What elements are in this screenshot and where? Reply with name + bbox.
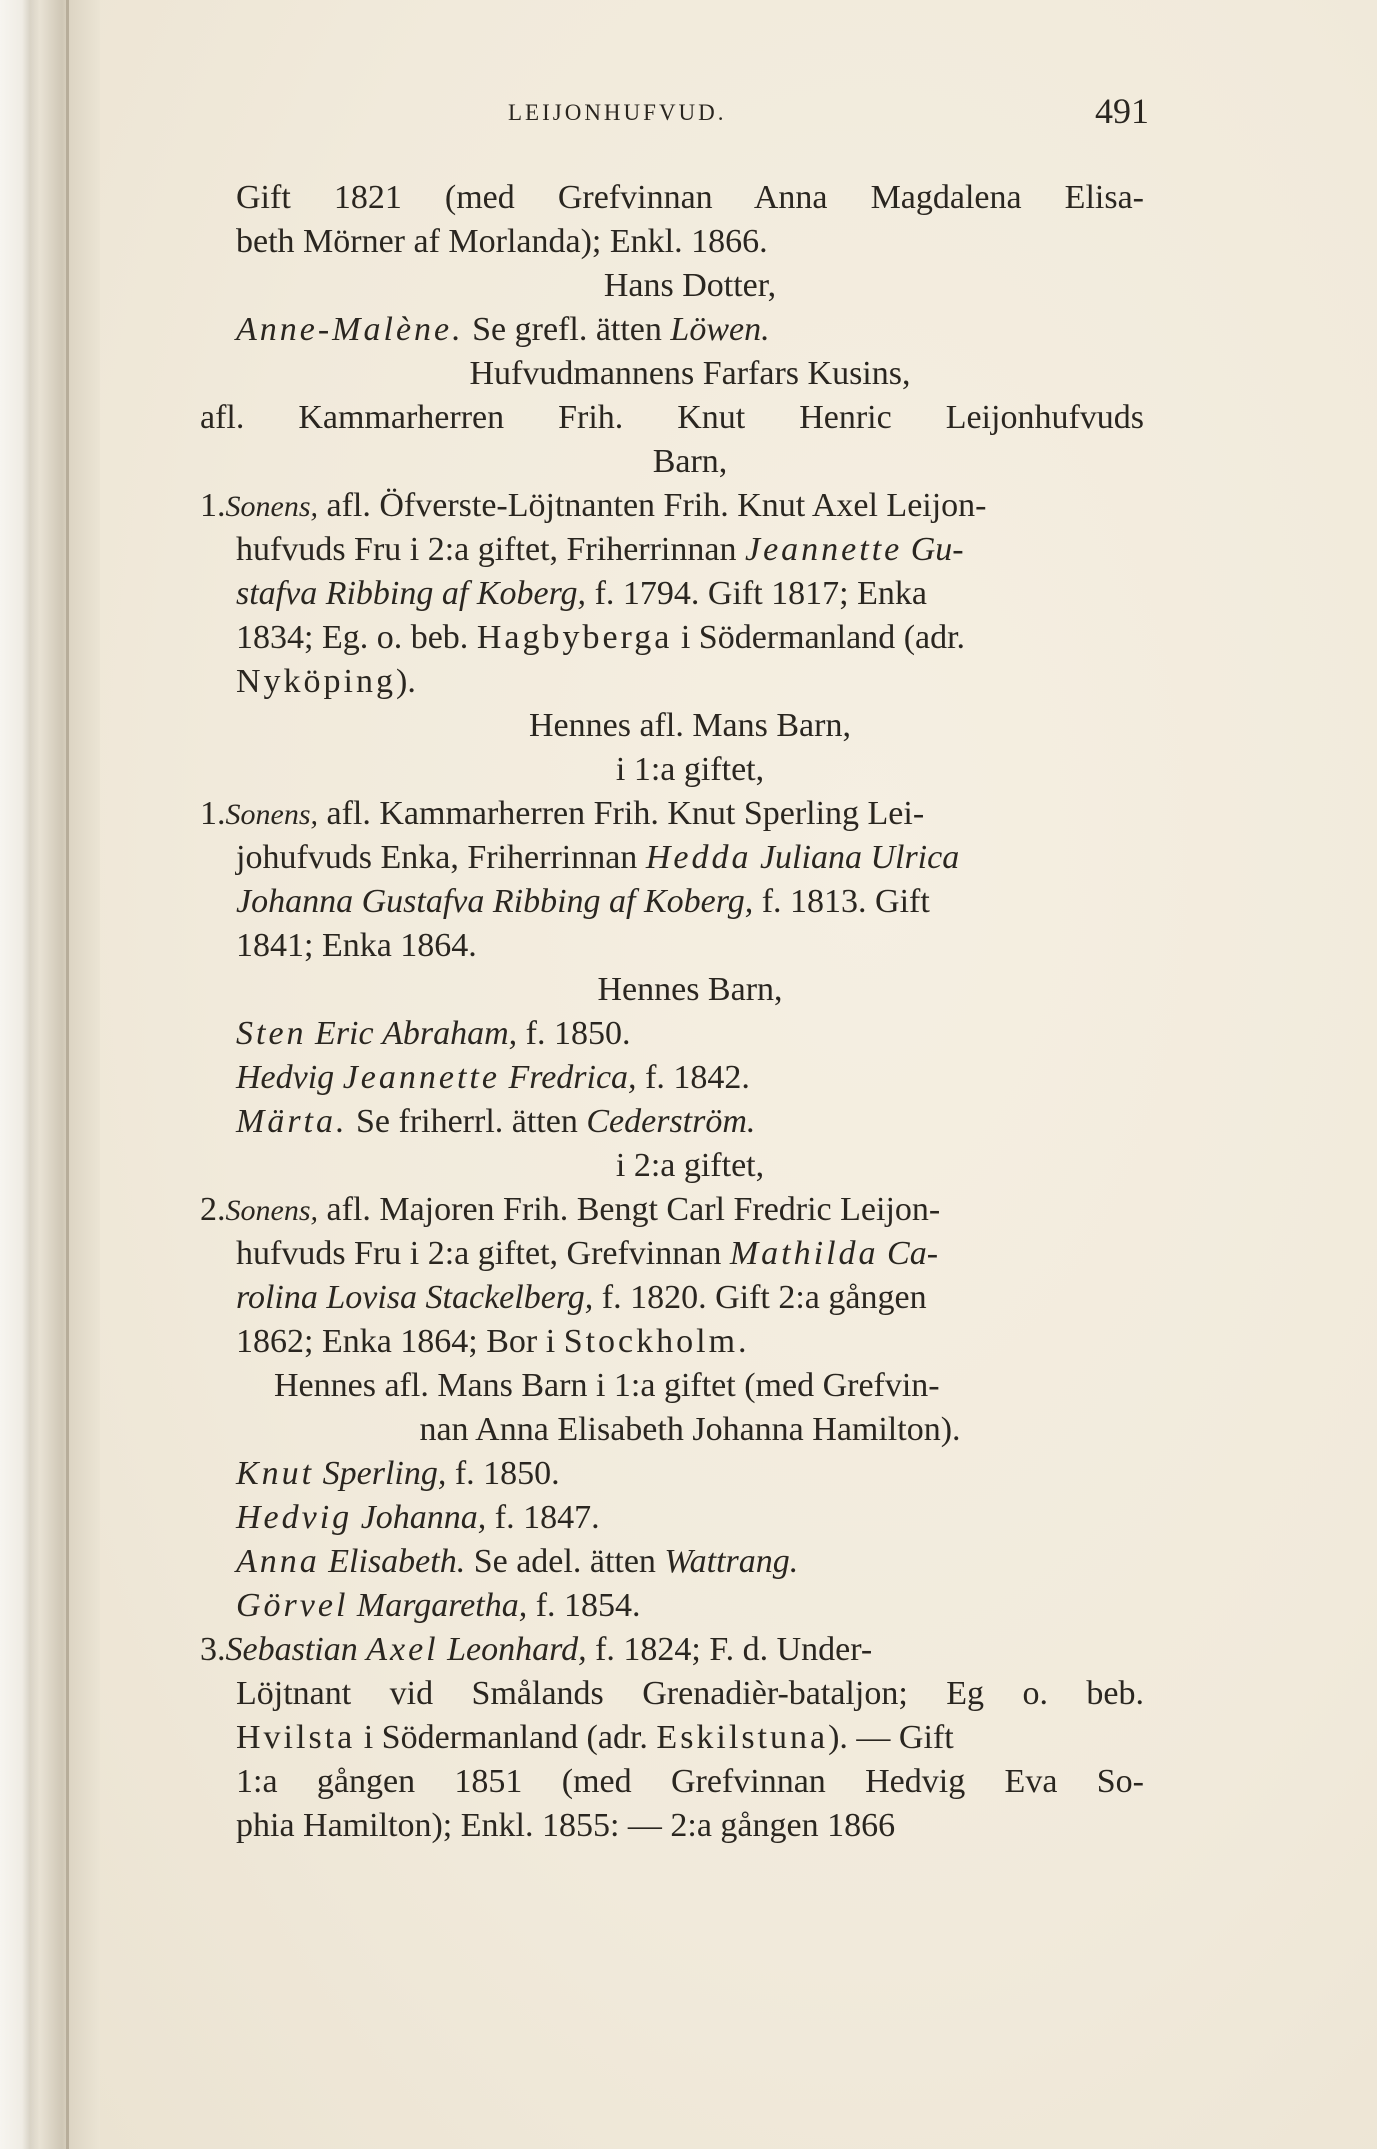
family-reference: Cederström. bbox=[586, 1103, 756, 1140]
text-line bbox=[236, 1716, 954, 1760]
text-run: f. 1842. bbox=[636, 1059, 750, 1096]
person-name: Jeannette bbox=[342, 1059, 500, 1096]
text-run: hufvuds Fru i 2:a giftet, Friherrinnan bbox=[236, 531, 745, 568]
text-run: Gift 1821 (med Grefvinnan Anna Magdalena Elisa- bbox=[236, 179, 1144, 216]
text-run: f. 1850. bbox=[446, 1455, 560, 1492]
text-run: i Södermanland (adr. bbox=[672, 619, 966, 656]
family-reference: Wattrang. bbox=[664, 1543, 799, 1580]
text-line bbox=[236, 836, 959, 880]
text-line bbox=[236, 1232, 938, 1276]
text-line bbox=[236, 1452, 560, 1496]
place-name: Nyköping bbox=[236, 663, 396, 700]
text-run bbox=[348, 1587, 357, 1624]
text-run: ). — Gift bbox=[828, 1719, 954, 1756]
estate-name: Hvilsta bbox=[236, 1719, 356, 1756]
entry-number: 1. bbox=[200, 795, 226, 832]
person-name: Jeannette bbox=[744, 531, 903, 568]
text-line bbox=[236, 1144, 1144, 1188]
text-line bbox=[236, 264, 1144, 308]
text-run: Se adel. ätten bbox=[465, 1543, 665, 1580]
person-name: Sten bbox=[236, 1015, 307, 1052]
text-line bbox=[200, 792, 924, 836]
text-run: f. 1847. bbox=[486, 1499, 600, 1536]
person-name: stafva Ribbing af Koberg, bbox=[236, 575, 587, 612]
text-line bbox=[236, 1672, 1144, 1716]
text-line bbox=[236, 1540, 798, 1584]
text-run: johufvuds Enka, Friherrinnan bbox=[236, 839, 646, 876]
text-run: i Södermanland (adr. bbox=[355, 1719, 657, 1756]
estate-name: Hagbyberga bbox=[476, 619, 673, 656]
text-line bbox=[236, 1760, 1144, 1804]
entry-number: 3. bbox=[200, 1631, 226, 1668]
text-run: Hans Dotter, bbox=[603, 267, 777, 304]
text-run bbox=[439, 1631, 448, 1668]
person-name: Sperling, bbox=[322, 1455, 447, 1492]
relation-label: Sonens, bbox=[225, 490, 318, 523]
text-line bbox=[236, 352, 1144, 396]
text-run bbox=[352, 1499, 361, 1536]
text-line bbox=[236, 1100, 755, 1144]
person-name: Fredrica, bbox=[508, 1059, 637, 1096]
person-name: Sebastian bbox=[225, 1631, 358, 1668]
person-name: Elisabeth. bbox=[328, 1543, 466, 1580]
text-line bbox=[236, 308, 770, 352]
text-run: Se friherrl. ätten bbox=[347, 1103, 587, 1140]
person-name: Knut bbox=[236, 1455, 315, 1492]
entry-number: 2. bbox=[200, 1191, 226, 1228]
person-name: Märta. bbox=[236, 1103, 348, 1140]
person-name: Ca- bbox=[887, 1235, 939, 1272]
text-line bbox=[274, 1364, 940, 1408]
person-name: Johanna, bbox=[360, 1499, 487, 1536]
text-line bbox=[236, 1584, 641, 1628]
text-line bbox=[236, 572, 927, 616]
text-run bbox=[902, 531, 911, 568]
text-run: ). bbox=[396, 663, 416, 700]
text-run: Löjtnant vid Smålands Grenadièr-bataljon; Eg o. beb. bbox=[236, 1675, 1144, 1712]
text-run: 1834; Eg. o. beb. bbox=[236, 619, 477, 656]
text-line bbox=[236, 616, 965, 660]
person-name: Gu- bbox=[910, 531, 964, 568]
text-run: 1841; Enka 1864. bbox=[236, 927, 477, 964]
person-name: Hedvig bbox=[236, 1059, 335, 1096]
person-name: Juliana Ulrica bbox=[759, 839, 960, 876]
text-run: Hufvudmannens Farfars Kusins, bbox=[469, 355, 911, 392]
person-name: Axel bbox=[366, 1631, 439, 1668]
text-line bbox=[236, 1276, 927, 1320]
text-run: f. 1813. Gift bbox=[753, 883, 930, 920]
person-name: Anna bbox=[236, 1543, 320, 1580]
text-run: Hennes afl. Mans Barn, bbox=[529, 707, 851, 744]
text-run bbox=[374, 1015, 383, 1052]
text-run: f. 1850. bbox=[517, 1015, 631, 1052]
text-run: 1:a gången 1851 (med Grefvinnan Hedvig Eva So- bbox=[236, 1763, 1144, 1800]
text-line bbox=[236, 1496, 600, 1540]
person-name: Johanna Gustafva Ribbing af Koberg, bbox=[236, 883, 754, 920]
text-run: afl. Majoren Frih. Bengt Carl Fredric Leijon- bbox=[318, 1191, 941, 1228]
person-name: Hedvig bbox=[236, 1499, 353, 1536]
person-name: Görvel bbox=[236, 1587, 349, 1624]
book-page bbox=[100, 0, 1377, 2149]
text-run: f. 1794. Gift 1817; Enka bbox=[586, 575, 927, 612]
person-name: Hedda bbox=[645, 839, 752, 876]
person-name: Eric bbox=[315, 1015, 374, 1052]
family-reference: Löwen. bbox=[670, 311, 770, 348]
text-run bbox=[879, 1235, 888, 1272]
text-run bbox=[358, 1631, 367, 1668]
text-run: phia Hamilton); Enkl. 1855: — 2:a gången 1866 bbox=[236, 1807, 896, 1844]
text-line bbox=[236, 924, 477, 968]
place-name: Stockholm bbox=[563, 1323, 739, 1360]
text-run: Barn, bbox=[652, 443, 728, 480]
text-line bbox=[200, 484, 987, 528]
page-header bbox=[100, 88, 1377, 138]
person-name: Anne-Malène. bbox=[236, 311, 464, 348]
text-line bbox=[200, 1628, 872, 1672]
text-line bbox=[236, 176, 1144, 220]
page-number: 491 bbox=[1095, 91, 1149, 131]
text-run: Hennes Barn, bbox=[597, 971, 783, 1008]
text-run: i 2:a giftet, bbox=[615, 1147, 765, 1184]
text-run bbox=[320, 1543, 329, 1580]
text-line bbox=[200, 1188, 940, 1232]
text-run bbox=[334, 1059, 343, 1096]
text-line bbox=[200, 396, 1144, 440]
text-line bbox=[236, 660, 416, 704]
text-run: Hennes afl. Mans Barn i 1:a giftet (med Grefvin- bbox=[274, 1367, 940, 1404]
text-line bbox=[236, 440, 1144, 484]
person-name: Margaretha, bbox=[356, 1587, 528, 1624]
text-line bbox=[236, 1804, 895, 1848]
text-run: afl. Öfverste-Löjtnanten Frih. Knut Axel Leijon- bbox=[318, 487, 987, 524]
relation-label: Sonens, bbox=[225, 798, 318, 831]
text-run bbox=[307, 1015, 316, 1052]
text-run bbox=[314, 1455, 323, 1492]
text-run bbox=[751, 839, 760, 876]
place-name: Eskilstuna bbox=[656, 1719, 829, 1756]
text-line bbox=[236, 880, 930, 924]
book-binding bbox=[0, 0, 100, 2149]
text-line bbox=[236, 528, 964, 572]
text-run: hufvuds Fru i 2:a giftet, Grefvinnan bbox=[236, 1235, 730, 1272]
running-title: LEIJONHUFVUD. bbox=[508, 100, 727, 125]
text-run: . bbox=[738, 1323, 747, 1360]
text-run: afl. Kammarherren Frih. Knut Sperling Lei- bbox=[318, 795, 925, 832]
text-run: f. 1820. Gift 2:a gången bbox=[593, 1279, 927, 1316]
entry-number: 1. bbox=[200, 487, 226, 524]
text-line bbox=[236, 704, 1144, 748]
text-run: nan Anna Elisabeth Johanna Hamilton). bbox=[419, 1411, 961, 1448]
person-name: Leonhard, bbox=[447, 1631, 587, 1668]
person-name: rolina Lovisa Stackelberg, bbox=[236, 1279, 594, 1316]
text-line bbox=[236, 968, 1144, 1012]
text-run: i 1:a giftet, bbox=[615, 751, 765, 788]
text-line bbox=[236, 220, 768, 264]
text-run: f. 1854. bbox=[527, 1587, 641, 1624]
text-run: beth Mörner af Morlanda); Enkl. 1866. bbox=[236, 223, 768, 260]
text-run: f. 1824; F. d. Under- bbox=[586, 1631, 873, 1668]
binding-edge bbox=[66, 0, 69, 2149]
text-line bbox=[236, 1056, 750, 1100]
person-name: Abraham, bbox=[382, 1015, 518, 1052]
text-line bbox=[236, 1320, 747, 1364]
relation-label: Sonens, bbox=[225, 1194, 318, 1227]
text-run: 1862; Enka 1864; Bor i bbox=[236, 1323, 564, 1360]
text-line bbox=[236, 748, 1144, 792]
person-name: Mathilda bbox=[729, 1235, 879, 1272]
text-line bbox=[236, 1012, 630, 1056]
text-run: Se grefl. ätten bbox=[463, 311, 671, 348]
text-line bbox=[236, 1408, 1144, 1452]
text-run: afl. Kammarherren Frih. Knut Henric Leijonhufvuds bbox=[200, 399, 1144, 436]
